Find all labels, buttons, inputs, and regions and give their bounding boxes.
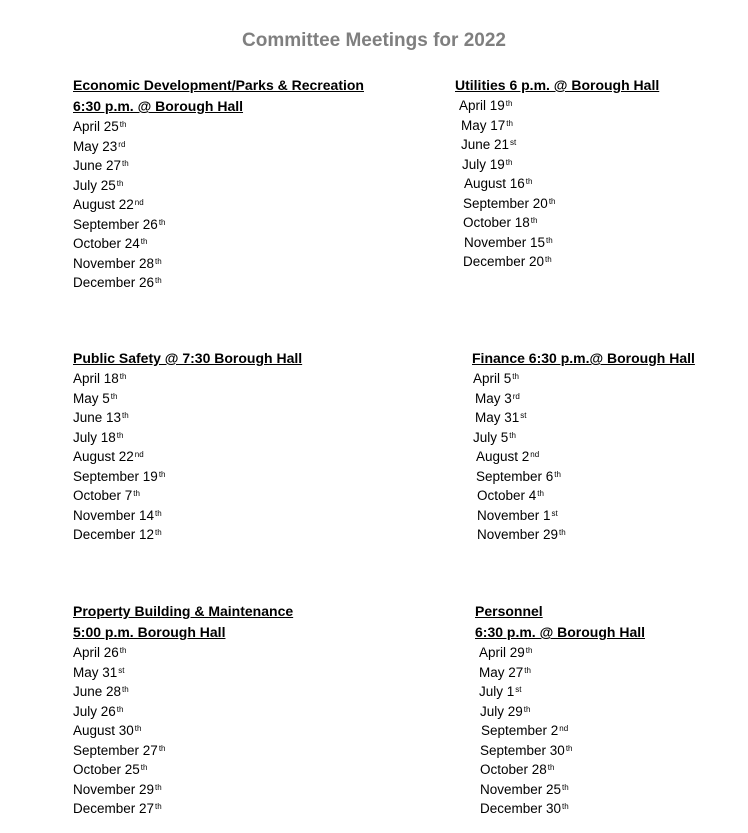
meeting-date bbox=[463, 252, 667, 272]
committee-heading: Finance 6:30 p.m.@ Borough Hall bbox=[472, 350, 695, 366]
meeting-date-text: August 22 bbox=[73, 197, 134, 212]
meeting-date-text: August 22 bbox=[73, 449, 134, 464]
meeting-date bbox=[73, 506, 302, 526]
meeting-date-text: August 2 bbox=[476, 449, 530, 464]
meeting-date bbox=[73, 234, 364, 254]
meeting-date-text: July 1 bbox=[479, 684, 515, 699]
meeting-date bbox=[464, 233, 668, 253]
meeting-date bbox=[73, 176, 364, 196]
meeting-date-text: May 5 bbox=[73, 390, 110, 406]
meeting-date-text: December 27 bbox=[73, 801, 155, 816]
ordinal-suffix: th bbox=[530, 216, 538, 225]
committee-personnel bbox=[475, 601, 645, 819]
meeting-date-text: December 30 bbox=[480, 801, 562, 816]
ordinal-suffix: th bbox=[545, 255, 552, 264]
ordinal-suffix: th bbox=[119, 120, 127, 129]
meeting-date bbox=[459, 96, 663, 116]
committee-utilities bbox=[455, 75, 659, 272]
meeting-date-text: July 19 bbox=[462, 156, 505, 172]
meeting-date-text: July 25 bbox=[73, 177, 116, 193]
ordinal-suffix: th bbox=[158, 743, 166, 753]
meeting-date bbox=[462, 155, 666, 175]
meeting-date-text: October 7 bbox=[73, 488, 133, 503]
committee-heading: Utilities 6 p.m. @ Borough Hall bbox=[455, 77, 660, 93]
meeting-date bbox=[73, 195, 364, 215]
meeting-date-text: July 18 bbox=[73, 429, 116, 445]
ordinal-suffix: th bbox=[158, 469, 166, 479]
ordinal-suffix: th bbox=[155, 256, 162, 266]
meeting-date-text: October 28 bbox=[480, 762, 547, 777]
meeting-date bbox=[480, 702, 650, 722]
meeting-date bbox=[73, 799, 293, 819]
ordinal-suffix: th bbox=[512, 372, 519, 381]
ordinal-suffix: th bbox=[110, 391, 118, 401]
ordinal-suffix: th bbox=[546, 235, 553, 245]
meeting-date-text: May 31 bbox=[475, 410, 520, 425]
meeting-date-text: June 27 bbox=[73, 158, 122, 173]
meeting-date-text: September 30 bbox=[480, 742, 565, 758]
meeting-date bbox=[479, 643, 649, 663]
meeting-date-text: May 23 bbox=[73, 138, 118, 154]
ordinal-suffix: th bbox=[134, 724, 142, 733]
ordinal-suffix: th bbox=[554, 469, 561, 479]
meeting-date-list bbox=[73, 643, 293, 819]
meeting-date bbox=[461, 135, 665, 155]
ordinal-suffix: st bbox=[118, 665, 125, 675]
meeting-date-text: December 26 bbox=[73, 275, 155, 290]
ordinal-suffix: th bbox=[562, 802, 569, 811]
meeting-date bbox=[473, 369, 696, 389]
meeting-date bbox=[477, 506, 700, 526]
ordinal-suffix: st bbox=[515, 685, 522, 694]
ordinal-suffix: th bbox=[559, 528, 566, 537]
meeting-date bbox=[477, 525, 700, 545]
ordinal-suffix: th bbox=[155, 802, 162, 811]
committee-economic-development bbox=[73, 75, 364, 293]
meeting-date-text: May 17 bbox=[461, 117, 506, 133]
ordinal-suffix: th bbox=[524, 665, 531, 675]
meeting-date-text: November 1 bbox=[477, 507, 551, 523]
meeting-date bbox=[480, 799, 650, 819]
meeting-date-text: November 28 bbox=[73, 255, 155, 271]
meeting-date bbox=[73, 467, 302, 487]
meeting-date bbox=[73, 643, 293, 663]
meeting-date bbox=[461, 116, 665, 136]
meeting-date bbox=[73, 760, 293, 780]
meeting-date-text: May 3 bbox=[475, 390, 512, 406]
ordinal-suffix: th bbox=[509, 430, 516, 440]
meeting-date-text: December 20 bbox=[463, 254, 545, 269]
meeting-date bbox=[73, 117, 364, 137]
ordinal-suffix: rd bbox=[118, 139, 126, 149]
meeting-date-text: September 27 bbox=[73, 742, 158, 758]
ordinal-suffix: th bbox=[525, 646, 533, 655]
meeting-date-text: June 21 bbox=[461, 137, 510, 152]
meeting-date bbox=[73, 273, 364, 293]
meeting-date bbox=[73, 780, 293, 800]
ordinal-suffix: th bbox=[547, 763, 555, 772]
committee-heading-time: 6:30 p.m. @ Borough Hall bbox=[475, 624, 646, 640]
ordinal-suffix: nd bbox=[530, 450, 540, 459]
ordinal-suffix: th bbox=[122, 685, 129, 694]
meeting-date bbox=[480, 741, 650, 761]
meeting-date-list bbox=[73, 369, 302, 545]
committee-public-safety bbox=[73, 348, 302, 545]
meeting-date bbox=[473, 428, 696, 448]
meeting-date-text: May 27 bbox=[479, 664, 524, 680]
meeting-date bbox=[73, 682, 293, 702]
ordinal-suffix: nd bbox=[134, 198, 144, 207]
ordinal-suffix: th bbox=[505, 99, 513, 108]
committee-heading-time: 6:30 p.m. @ Borough Hall bbox=[73, 98, 244, 114]
meeting-date-text: April 19 bbox=[459, 98, 505, 113]
ordinal-suffix: th bbox=[116, 704, 124, 714]
meeting-date bbox=[73, 486, 302, 506]
ordinal-suffix: th bbox=[140, 237, 148, 246]
meeting-date-text: October 24 bbox=[73, 236, 140, 251]
meeting-date bbox=[477, 486, 700, 506]
meeting-date bbox=[73, 254, 364, 274]
ordinal-suffix: th bbox=[505, 157, 513, 167]
meeting-date bbox=[480, 760, 650, 780]
ordinal-suffix: nd bbox=[134, 450, 144, 459]
meeting-date bbox=[73, 447, 302, 467]
ordinal-suffix: th bbox=[548, 196, 556, 206]
ordinal-suffix: st bbox=[520, 411, 527, 420]
meeting-date-text: November 29 bbox=[73, 781, 155, 797]
ordinal-suffix: th bbox=[133, 489, 140, 498]
meeting-date-text: April 25 bbox=[73, 119, 119, 134]
meeting-date bbox=[463, 194, 667, 214]
meeting-date-text: November 25 bbox=[480, 781, 562, 797]
ordinal-suffix: th bbox=[506, 118, 513, 128]
meeting-date bbox=[481, 721, 651, 741]
meeting-date-text: November 14 bbox=[73, 507, 155, 523]
meeting-date-text: May 31 bbox=[73, 664, 118, 680]
ordinal-suffix: th bbox=[140, 763, 148, 772]
meeting-date-text: November 29 bbox=[477, 527, 559, 542]
meeting-date-list bbox=[472, 369, 695, 545]
ordinal-suffix: th bbox=[158, 217, 166, 227]
meeting-date-text: September 20 bbox=[463, 195, 548, 211]
ordinal-suffix: th bbox=[155, 508, 162, 518]
meeting-date bbox=[73, 389, 302, 409]
meeting-date-text: June 13 bbox=[73, 410, 122, 425]
meeting-date bbox=[463, 213, 667, 233]
meeting-date-text: September 2 bbox=[481, 723, 559, 738]
meeting-date bbox=[73, 525, 302, 545]
meeting-date bbox=[73, 721, 293, 741]
committee-heading: Personnel bbox=[475, 603, 543, 619]
ordinal-suffix: th bbox=[537, 489, 544, 498]
meeting-date-text: September 6 bbox=[476, 468, 554, 484]
meeting-date bbox=[73, 702, 293, 722]
ordinal-suffix: th bbox=[116, 430, 124, 440]
meeting-date-text: July 29 bbox=[480, 703, 523, 719]
ordinal-suffix: th bbox=[116, 178, 124, 188]
ordinal-suffix: th bbox=[155, 276, 162, 285]
meeting-date bbox=[73, 663, 293, 683]
meeting-date bbox=[479, 682, 649, 702]
committee-heading: Property Building & Maintenance bbox=[73, 603, 294, 619]
ordinal-suffix: th bbox=[562, 782, 569, 792]
meeting-date bbox=[479, 663, 649, 683]
meeting-date-text: October 25 bbox=[73, 762, 140, 777]
meeting-date-text: April 29 bbox=[479, 645, 525, 660]
committee-finance bbox=[472, 348, 695, 545]
meeting-date-text: July 26 bbox=[73, 703, 116, 719]
ordinal-suffix: th bbox=[122, 411, 129, 420]
meeting-date-text: April 18 bbox=[73, 371, 119, 386]
meeting-date bbox=[73, 408, 302, 428]
meeting-date bbox=[73, 369, 302, 389]
meeting-date-text: April 5 bbox=[473, 371, 512, 386]
meeting-date bbox=[73, 137, 364, 157]
ordinal-suffix: nd bbox=[559, 724, 569, 733]
meeting-date bbox=[73, 156, 364, 176]
committee-heading: Economic Development/Parks & Recreation bbox=[73, 77, 364, 93]
ordinal-suffix: st bbox=[510, 138, 517, 147]
ordinal-suffix: th bbox=[119, 372, 127, 381]
meeting-date bbox=[480, 780, 650, 800]
meeting-date-text: November 15 bbox=[464, 234, 546, 250]
page-title: Committee Meetings for 2022 bbox=[242, 30, 506, 51]
ordinal-suffix: th bbox=[155, 528, 162, 537]
ordinal-suffix: th bbox=[155, 782, 162, 792]
meeting-date-text: December 12 bbox=[73, 527, 155, 542]
meeting-date bbox=[475, 389, 698, 409]
meeting-date-text: August 30 bbox=[73, 723, 134, 738]
meeting-date bbox=[476, 467, 699, 487]
meeting-date-list bbox=[73, 117, 364, 293]
committee-heading: Public Safety @ 7:30 Borough Hall bbox=[73, 350, 303, 366]
meeting-date-list bbox=[455, 96, 659, 272]
ordinal-suffix: rd bbox=[512, 391, 520, 401]
meeting-date-text: June 28 bbox=[73, 684, 122, 699]
meeting-date-text: October 4 bbox=[477, 488, 537, 503]
ordinal-suffix: th bbox=[525, 177, 533, 186]
meeting-date-list bbox=[475, 643, 645, 819]
committee-property-building bbox=[73, 601, 293, 819]
ordinal-suffix: th bbox=[523, 704, 531, 714]
meeting-date-text: October 18 bbox=[463, 215, 530, 230]
meeting-date-text: September 19 bbox=[73, 468, 158, 484]
committee-heading-time: 5:00 p.m. Borough Hall bbox=[73, 624, 226, 640]
meeting-date-text: April 26 bbox=[73, 645, 119, 660]
meeting-date bbox=[476, 447, 699, 467]
meeting-date bbox=[73, 428, 302, 448]
meeting-date bbox=[475, 408, 698, 428]
meeting-date bbox=[73, 741, 293, 761]
ordinal-suffix: th bbox=[119, 646, 127, 655]
meeting-date-text: July 5 bbox=[473, 429, 509, 445]
meeting-date-text: August 16 bbox=[464, 176, 525, 191]
meeting-date bbox=[464, 174, 668, 194]
ordinal-suffix: th bbox=[122, 159, 129, 168]
ordinal-suffix: th bbox=[565, 743, 573, 753]
meeting-date bbox=[73, 215, 364, 235]
ordinal-suffix: st bbox=[551, 508, 558, 518]
meeting-date-text: September 26 bbox=[73, 216, 158, 232]
